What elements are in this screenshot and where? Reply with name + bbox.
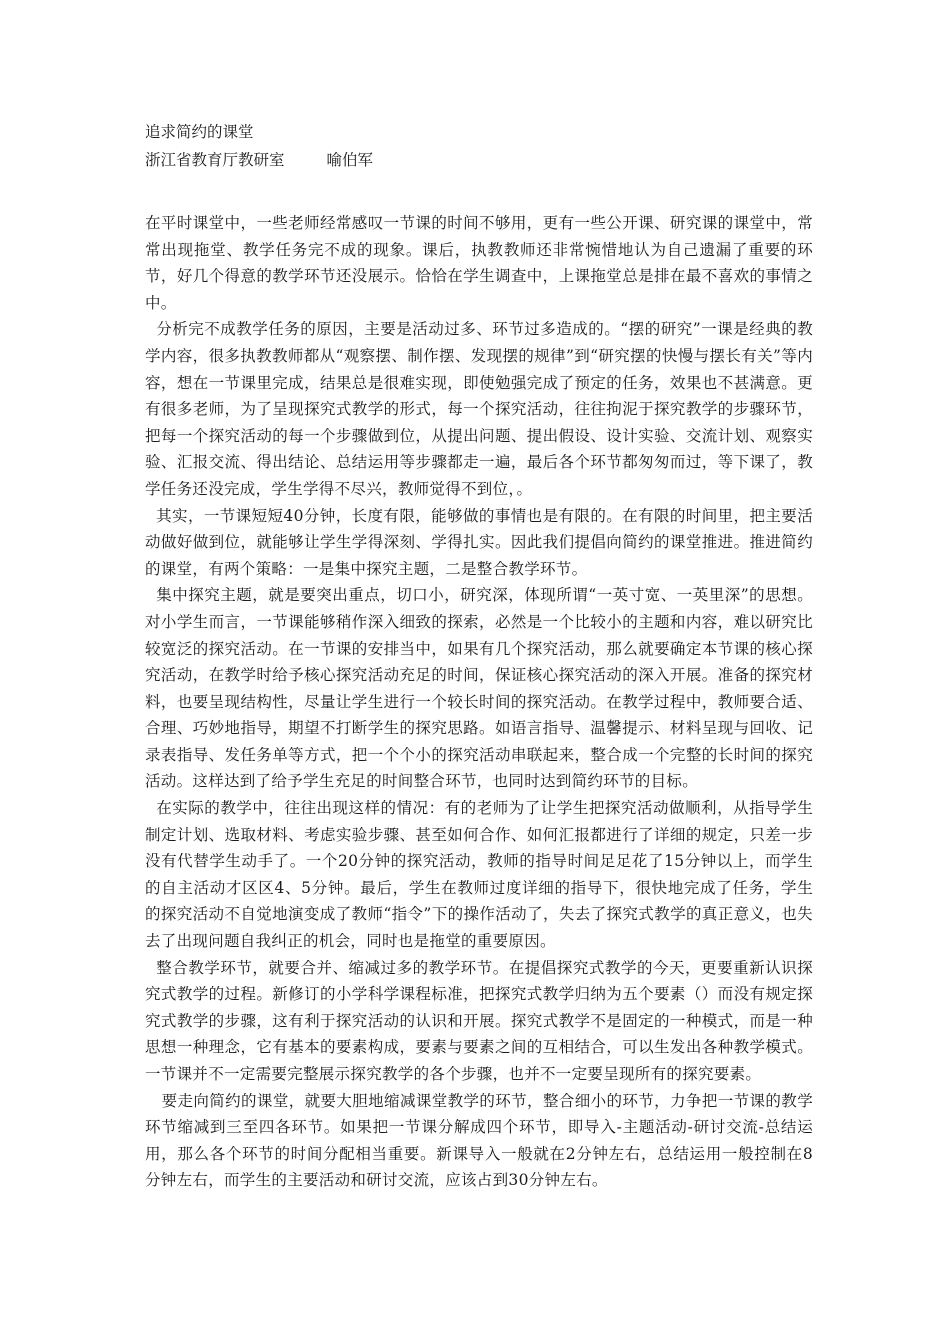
- body-paragraph: 在平时课堂中，一些老师经常感叹一节课的时间不够用，更有一些公开课、研究课的课堂中，常常出现拖堂、教学任务完不成的现象。课后，执教教师还非常惋惜地认为自己遗漏了重要的环节，好几个得意的教学环节还没展示。恰恰在学生调查中，上课拖堂总是排在最不喜欢的事情之中。: [145, 214, 813, 312]
- author-organization: 浙江省教育厅教研室: [145, 151, 285, 169]
- body-paragraph: 在实际的教学中，往往出现这样的情况：有的老师为了让学生把探究活动做顺利，从指导学生制定计划、选取材料、考虑实验步骤、甚至如何合作、如何汇报都进行了详细的规定，只差一步没有代替学生动手了。一个20分钟的探究活动，教师的指导时间足足花了15分钟以上，而学生的自主活动才区区4、5分钟。最后，学生在教师过度详细的指导下，很快地完成了任务，学生的探究活动不自觉地演变成了教师“指令”下的操作活动了，失去了探究式教学的真正意义，也失去了出现问题自我纠正的机会，同时也是拖堂的重要原因。: [145, 799, 813, 951]
- body-paragraph: 整合教学环节，就要合并、缩减过多的教学环节。在提倡探究式教学的今天，更要重新认识探究式教学的过程。新修订的小学科学课程标准，把探究式教学归纳为五个要素（）而没有规定探究式教学的步骤，这有利于探究活动的认识和开展。探究式教学不是固定的一种模式，而是一种思想一种理念，它有基本的要素构成，要素与要素之间的互相结合，可以生发出各种教学模式。一节课并不一定需要完整展示探究教学的各个步骤，也并不一定要呈现所有的探究要素。: [145, 958, 813, 1083]
- document-page: [145, 118, 813, 1194]
- body-paragraph: 其实，一节课短短40分钟，长度有限，能够做的事情也是有限的。在有限的时间里，把主要活动做好做到位，就能够让学生学得深刻、学得扎实。因此我们提倡向简约的课堂推进。推进简约的课堂，有两个策略：一是集中探究主题，二是整合教学环节。: [145, 506, 813, 578]
- body-paragraph: 分析完不成教学任务的原因，主要是活动过多、环节过多造成的。“摆的研究”一课是经典的教学内容，很多执教教师都从“观察摆、制作摆、发现摆的规律”到“研究摆的快慢与摆长有关”等内容，想在一节课里完成，结果总是很难实现，即使勉强完成了预定的任务，效果也不甚满意。更有很多老师，为了呈现探究式教学的形式，每一个探究活动，往往拘泥于探究教学的步骤环节，把每一个探究活动的每一个步骤做到位，从提出问题、提出假设、设计实验、交流计划、观察实验、汇报交流、得出结论、总结运用等步骤都走一遍，最后各个环节都匆匆而过，等下课了，教学任务还没完成，学生学得不尽兴，教师觉得不到位，。: [145, 320, 813, 498]
- document-title: 追求简约的课堂: [145, 123, 254, 141]
- author-line: [145, 146, 813, 174]
- body-paragraph: 集中探究主题，就是要突出重点，切口小，研究深，体现所谓“一英寸宽、一英里深”的思想。对小学生而言，一节课能够稍作深入细致的探索，必然是一个比较小的主题和内容，难以研究比较宽泛的探究活动。在一节课的安排当中，如果有几个探究活动，那么就要确定本节课的核心探究活动，在教学时给予核心探究活动充足的时间，保证核心探究活动的深入开展。准备的探究材料，也要呈现结构性，尽量让学生进行一个较长时间的探究活动。在教学过程中，教师要合适、合理、巧妙地指导，期望不打断学生的探究思路。如语言指导、温馨提示、材料呈现与回收、记录表指导、发任务单等方式，把一个个小的探究活动串联起来，整合成一个完整的长时间的探究活动。这样达到了给予学生充足的时间整合环节，也同时达到简约环节的目标。: [145, 586, 813, 791]
- author-name: 喻伯军: [326, 151, 374, 169]
- body-paragraph: 要走向简约的课堂，就要大胆地缩减课堂教学的环节，整合细小的环节，力争把一节课的教学环节缩减到三至四各环节。如果把一节课分解成四个环节，即导入-主题活动-研讨交流-总结运用，那么各个环节的时间分配相当重要。新课导入一般就在2分钟左右，总结运用一般控制在8分钟左右，而学生的主要活动和研讨交流，应该占到30分钟左右。: [145, 1091, 813, 1190]
